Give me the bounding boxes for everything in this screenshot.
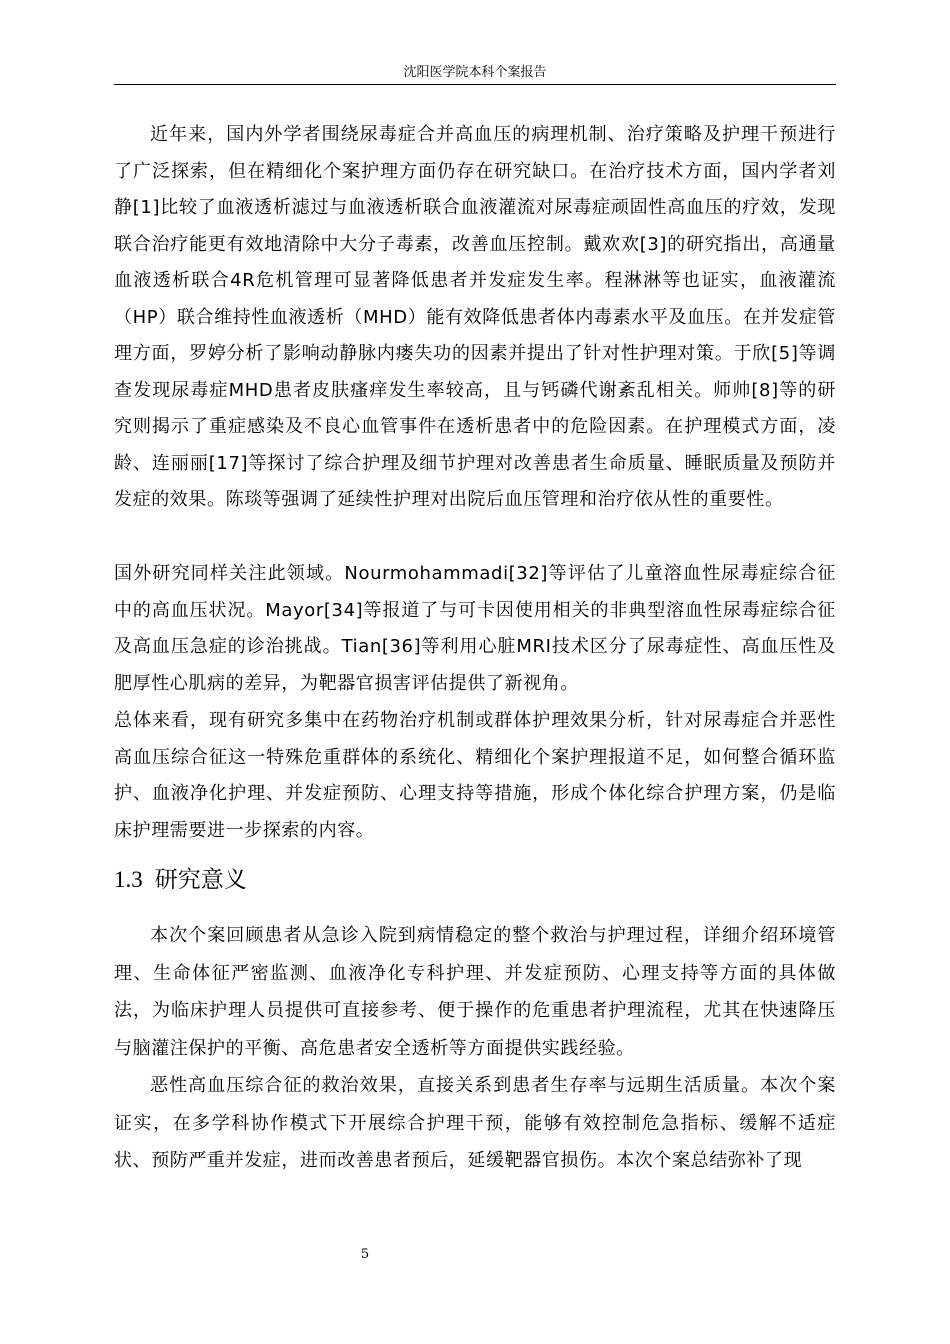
section-heading [114, 862, 247, 898]
paragraph-significance-1: 本次个案回顾患者从急诊入院到病情稳定的整个救治与护理过程，详细介绍环境管理、生命体征严密监测、血液净化专科护理、并发症预防、心理支持等方面的具体做法，为临床护理人员提供可直接参考、便于操作的危重患者护理流程，尤其在快速降压与脑灌注保护的平衡、高危患者安全透析等方面提供实践经验。 [114, 925, 836, 1059]
section-number: 1.3 [114, 867, 143, 892]
header-divider [114, 84, 836, 85]
paragraph-summary: 总体来看，现有研究多集中在药物治疗机制或群体护理效果分析，针对尿毒症合并恶性高血压综合征这一特殊危重群体的系统化、精细化个案护理报道不足，如何整合循环监护、血液净化护理、并发症预防、心理支持等措施，形成个体化综合护理方案，仍是临床护理需要进一步探索的内容。 [114, 710, 836, 841]
section-title: 研究意义 [154, 867, 247, 893]
page-header: 沈阳医学院本科个案报告 [403, 65, 547, 80]
paragraph-foreign-research: 国外研究同样关注此领域。Nourmohammadi[32]等评估了儿童溶血性尿毒症综合征中的高血压状况。Mayor[34]等报道了与可卡因使用相关的非典型溶血性尿毒症综合征及高血压急症的诊治挑战。Tian[36]等利用心脏MRI技术区分了尿毒症性、高血压性及肥厚性心肌病的差异，为靶器官损害评估提供了新视角。 [114, 563, 836, 694]
page-number: 5 [360, 1247, 370, 1262]
paragraph-significance-2: 恶性高血压综合征的救治效果，直接关系到患者生存率与远期生活质量。本次个案证实，在多学科协作模式下开展综合护理干预，能够有效控制危急指标、缓解不适症状、预防严重并发症，进而改善患者预后，延缓靶器官损伤。本次个案总结弥补了现 [114, 1075, 836, 1171]
paragraph-research-review: 近年来，国内外学者围绕尿毒症合并高血压的病理机制、治疗策略及护理干预进行了广泛探索，但在精细化个案护理方面仍存在研究缺口。在治疗技术方面，国内学者刘静[1]比较了血液透析滤过与血液透析联合血液灌流对尿毒症顽固性高血压的疗效，发现联合治疗能更有效地清除中大分子毒素，改善血压控制。戴欢欢[3]的研究指出，高通量血液透析联合4R危机管理可显著降低患者并发症发生率。程淋淋等也证实，血液灌流（HP）联合维持性血液透析（MHD）能有效降低患者体内毒素水平及血压。在并发症管理方面，罗婷分析了影响动静脉内瘘失功的因素并提出了针对性护理对策。于欣[5]等调查发现尿毒症MHD患者皮肤瘙痒发生率较高，且与钙磷代谢紊乱相关。师帅[8]等的研究则揭示了重症感染及不良心血管事件在透析患者中的危险因素。在护理模式方面，凌龄、连丽丽[17]等探讨了综合护理及细节护理对改善患者生命质量、睡眠质量及预防并发症的效果。陈琰等强调了延续性护理对出院后血压管理和治疗依从性的重要性。 [114, 124, 836, 510]
